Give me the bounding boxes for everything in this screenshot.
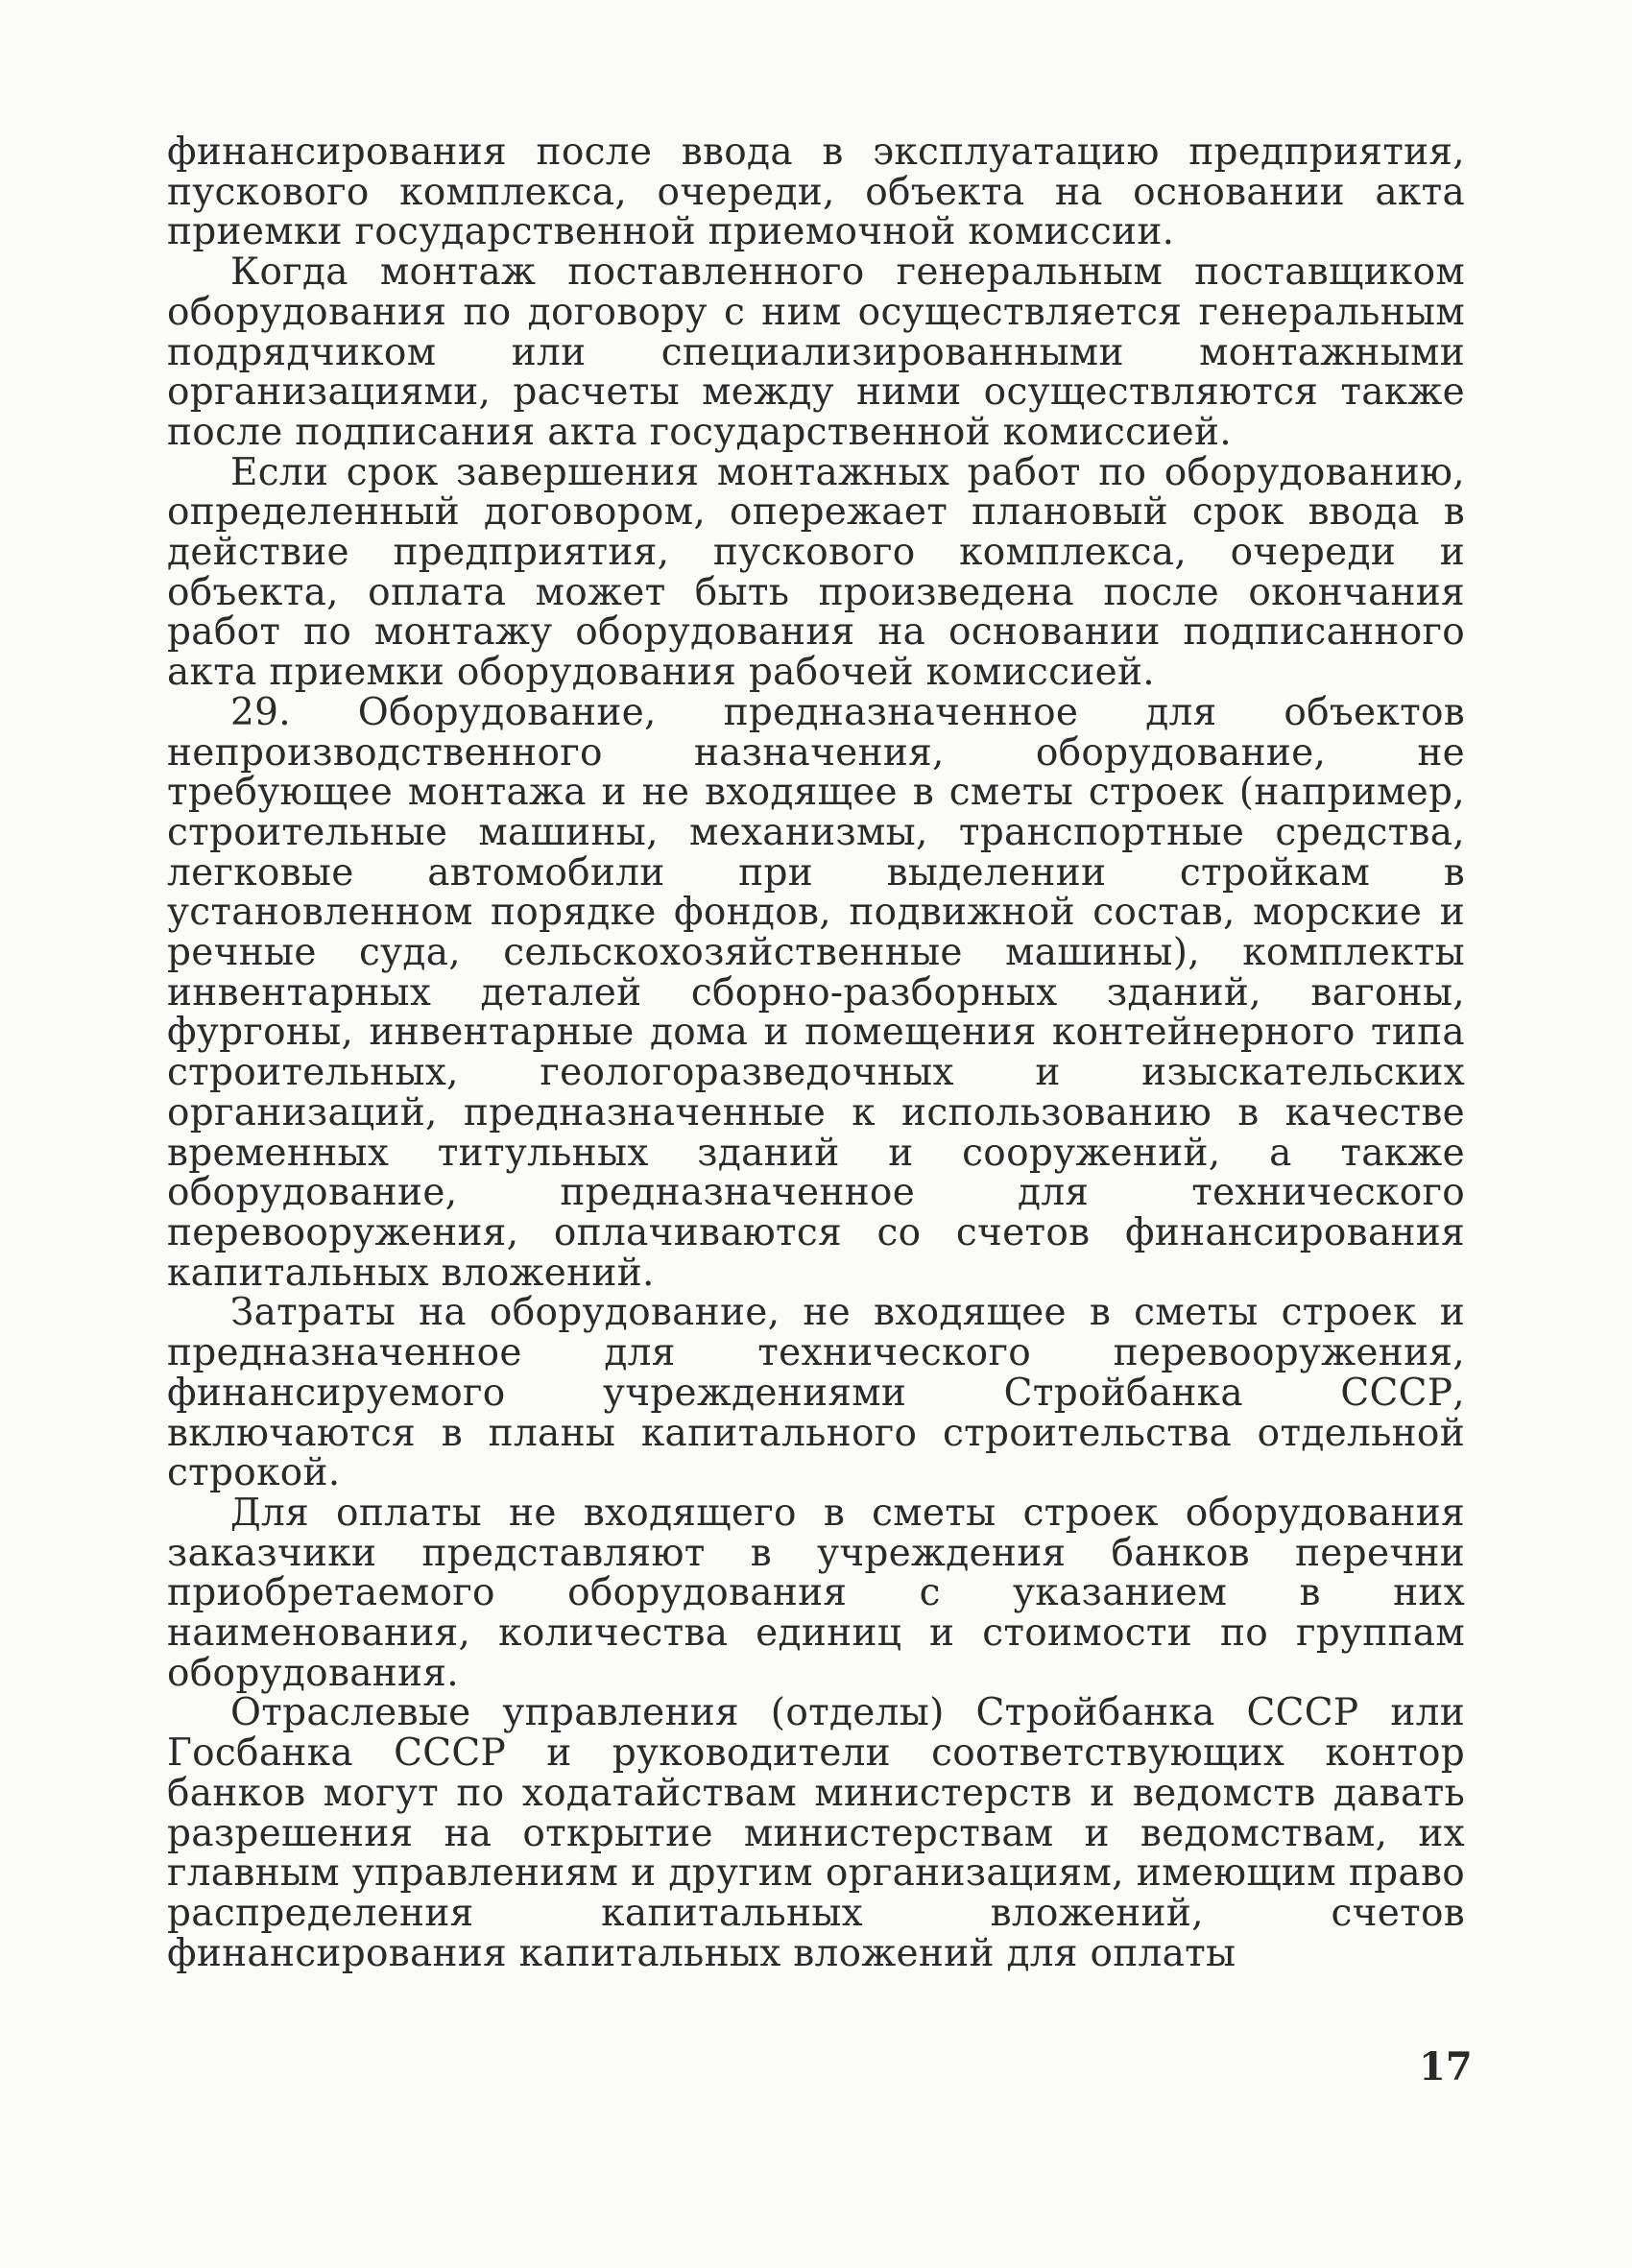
paragraph-29-equipment: 29. Оборудование, предназначенное для объектов непроизводственного назначения, оборудование, не требующее монтажа и не входящее в сметы строек (например, строительные машины, механизмы, транспортные средства, легковые автомобили при выделении стройкам в установленном порядке фондов, подвижной состав, морские и речные суда, сельскохозяйственные машины), комплекты инвентарных деталей сборно-разборных зданий, вагоны, фургоны, инвентарные дома и помещения контейнерного типа строительных, геологоразведочных и изыскательских организаций, предназначенные к использованию в качестве временных титульных зданий и сооружений, а также оборудование, предназначенное для технического перевооружения, оплачиваются со счетов финансирования капитальных вложений. — [167, 690, 1465, 1295]
paragraph-payment: Для оплаты не входящего в сметы строек оборудования заказчики представляют в учреждения банков перечни приобретаемого оборудования с указанием в них наименования, количества единиц и стоимости по группам оборудования. — [167, 1491, 1465, 1695]
paragraph-permissions: Отраслевые управления (отделы) Стройбанка СССР или Госбанка СССР и руководители соответствующих контор банков могут по ходатайствам министерств и ведомств давать разрешения на открытие министерствам и ведомствам, их главным управлениям и другим организациям, имеющим право распределения капитальных вложений, счетов финансирования капитальных вложений для оплаты — [167, 1691, 1465, 1975]
body-text — [167, 132, 1465, 1973]
paragraph-installation: Когда монтаж поставленного генеральным поставщиком оборудования по договору с ним осуществляется генеральным подрядчиком или специализированными монтажными организациями, расчеты между ними осуществляются также после подписания акта государственной комиссией. — [167, 251, 1465, 454]
paragraph-continuation: финансирования после ввода в эксплуатацию предприятия, пускового комплекса, очереди, объекта на основании акта приемки государственной приемочной комиссии. — [167, 131, 1465, 254]
paragraph-deadline: Если срок завершения монтажных работ по оборудованию, определенный договором, опережает плановый срок ввода в действие предприятия, пускового комплекса, очереди и объекта, оплата может быть произведена после окончания работ по монтажу оборудования на основании подписанного акта приемки оборудования рабочей комиссией. — [167, 450, 1465, 695]
page-number: 17 — [1419, 2044, 1473, 2089]
paragraph-costs: Затраты на оборудование, не входящее в сметы строек и предназначенное для технического перевооружения, финансируемого учреждениями Стройбанка СССР, включаются в планы капитального строительства отдельной строкой. — [167, 1291, 1465, 1495]
